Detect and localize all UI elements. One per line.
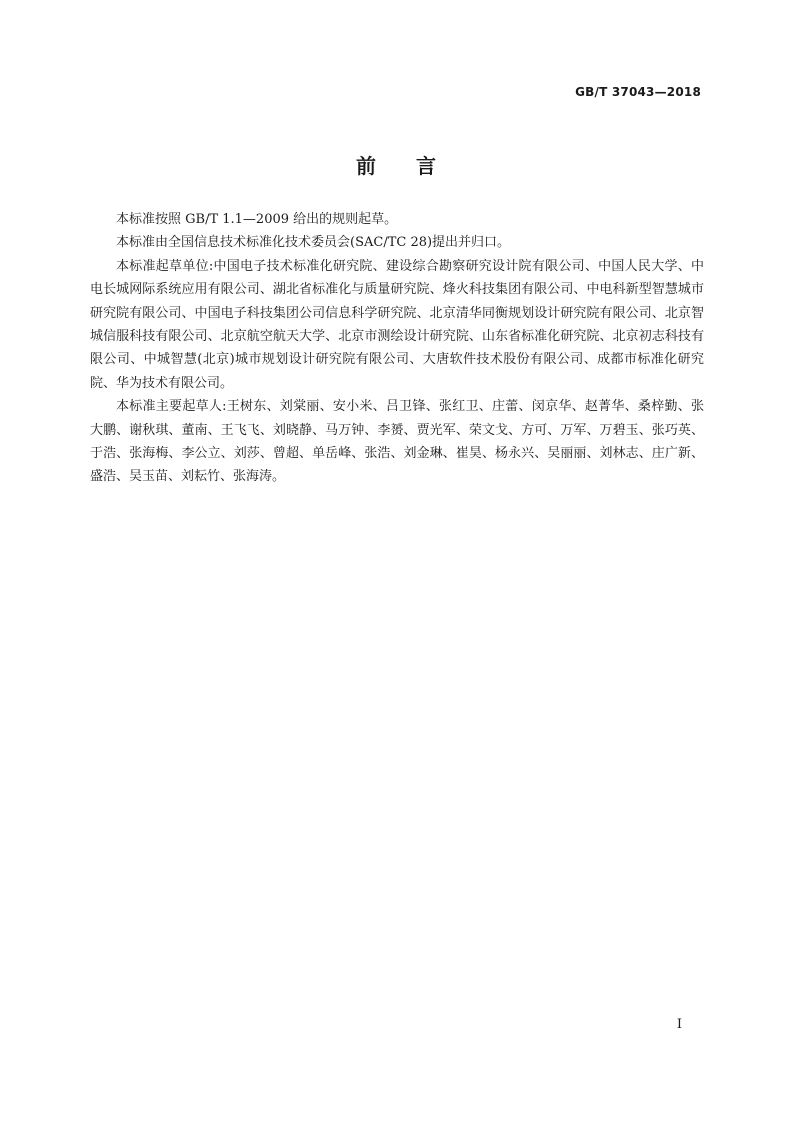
paragraph-proposer: 本标准由全国信息技术标准化技术委员会(SAC/TC 28)提出并归口。 (116, 235, 511, 251)
paragraph-drafting-units: 本标准起草单位:中国电子技术标准化研究院、建设综合勘察研究设计院有限公司、中国人民大学、中电长城网际系统应用有限公司、湖北省标准化与质量研究院、烽火科技集团有限公司、中电科新型智慧城市研究院有限公司、中国电子科技集团公司信息科学研究院、北京清华同衡规划设计研究院有限公司、北京智城信服科技有限公司、北京航空航天大学、北京市测绘设计研究院、山东省标准化研究院、北京初志科技有限公司、中城智慧(北京)城市规划设计研究院有限公司、大唐软件技术股份有限公司、成都市标准化研究院、华为技术有限公司。 (90, 258, 704, 391)
paragraph-drafters: 本标准主要起草人:王树东、刘棠丽、安小米、吕卫锋、张红卫、庄蕾、闵京华、赵菁华、桑梓勤、张大鹏、谢秋琪、董南、王飞飞、刘晓静、马万钟、李赟、贾光军、荣文戈、方可、万军、万碧玉、张巧英、于浩、张海梅、李公立、刘莎、曾超、单岳峰、张浩、刘金琳、崔昊、杨永兴、吴丽丽、刘林志、庄广新、盛浩、吴玉苗、刘耘竹、张海涛。 (90, 399, 704, 485)
page-number: I (676, 1017, 682, 1032)
standard-number: GB/T 37043—2018 (575, 85, 701, 99)
paragraph-drafting-rules: 本标准按照 GB/T 1.1—2009 给出的规则起草。 (116, 212, 398, 227)
page-title: 前言 (356, 154, 476, 178)
preface-body (90, 208, 704, 489)
